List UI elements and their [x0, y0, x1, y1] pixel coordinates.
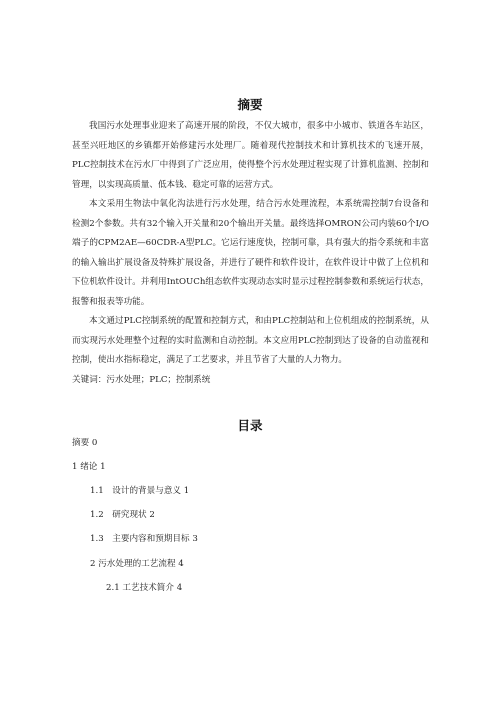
toc-entry-1-2[interactable]: 1.2 研究现状 2 [90, 510, 155, 520]
abstract-paragraph-2: 本文采用生物法中氧化沟法进行污水处理，结合污水处理流程，本系统需控制7台设备和检测2个参数。共有32个输入开关量和20个输出开关量。最终选择OMRON公司内装60个I/O端子的CPM2AE—60CDR-A型PLC。它运行速度快，控制可靠，具有强大的指令系统和丰富的输入输出扩展设备及特殊扩展设备，并进行了硬件和软件设计，在软件设计中做了上位机和下位机软件设计。并利用IntOUCh组态软件实现动态实时显示过程控制参数和系统运行状态，报警和报表等功能。 [72, 199, 429, 307]
abstract-heading: 摘要 [237, 97, 263, 112]
toc-entry-1-3[interactable]: 1.3 主要内容和预期目标 3 [90, 534, 198, 544]
abstract-paragraph-1: 我国污水处理事业迎来了高速开展的阶段，不仅大城市，很多中小城市、铁道各车站区，甚至兴旺地区的乡镇都开始修建污水处理厂。随着现代控制技术和计算机技术的飞速开展，PLC控制技术在污水厂中得到了广泛应用，使得整个污水处理过程实现了计算机监测、控制和管理，以实现高质量、低本钱、稳定可靠的运营方式。 [72, 121, 429, 190]
toc-entry-abstract[interactable]: 摘要 0 [72, 438, 98, 448]
keywords-line: 关键词：污水处理；PLC；控制系统 [72, 374, 211, 385]
toc-entry-ch1[interactable]: 1 绪论 1 [72, 462, 106, 472]
abstract-body [72, 117, 429, 390]
toc-entry-1-1[interactable]: 1.1 设计的背景与意义 1 [90, 486, 190, 496]
toc-entry-2-1[interactable]: 2.1 工艺技术简介 4 [106, 583, 183, 593]
abstract-paragraph-3: 本文通过PLC控制系统的配置和控制方式，和由PLC控制站和上位机组成的控制系统，从而实现污水处理整个过程的实时监测和自动控制。本文应用PLC控制到达了设备的自动监视和控制，使出水指标稳定，满足了工艺要求，并且节省了大量的人力物力。 [72, 316, 429, 365]
toc-heading: 目录 [237, 418, 263, 433]
toc-entry-ch2[interactable]: 2 污水处理的工艺流程 4 [90, 559, 184, 569]
